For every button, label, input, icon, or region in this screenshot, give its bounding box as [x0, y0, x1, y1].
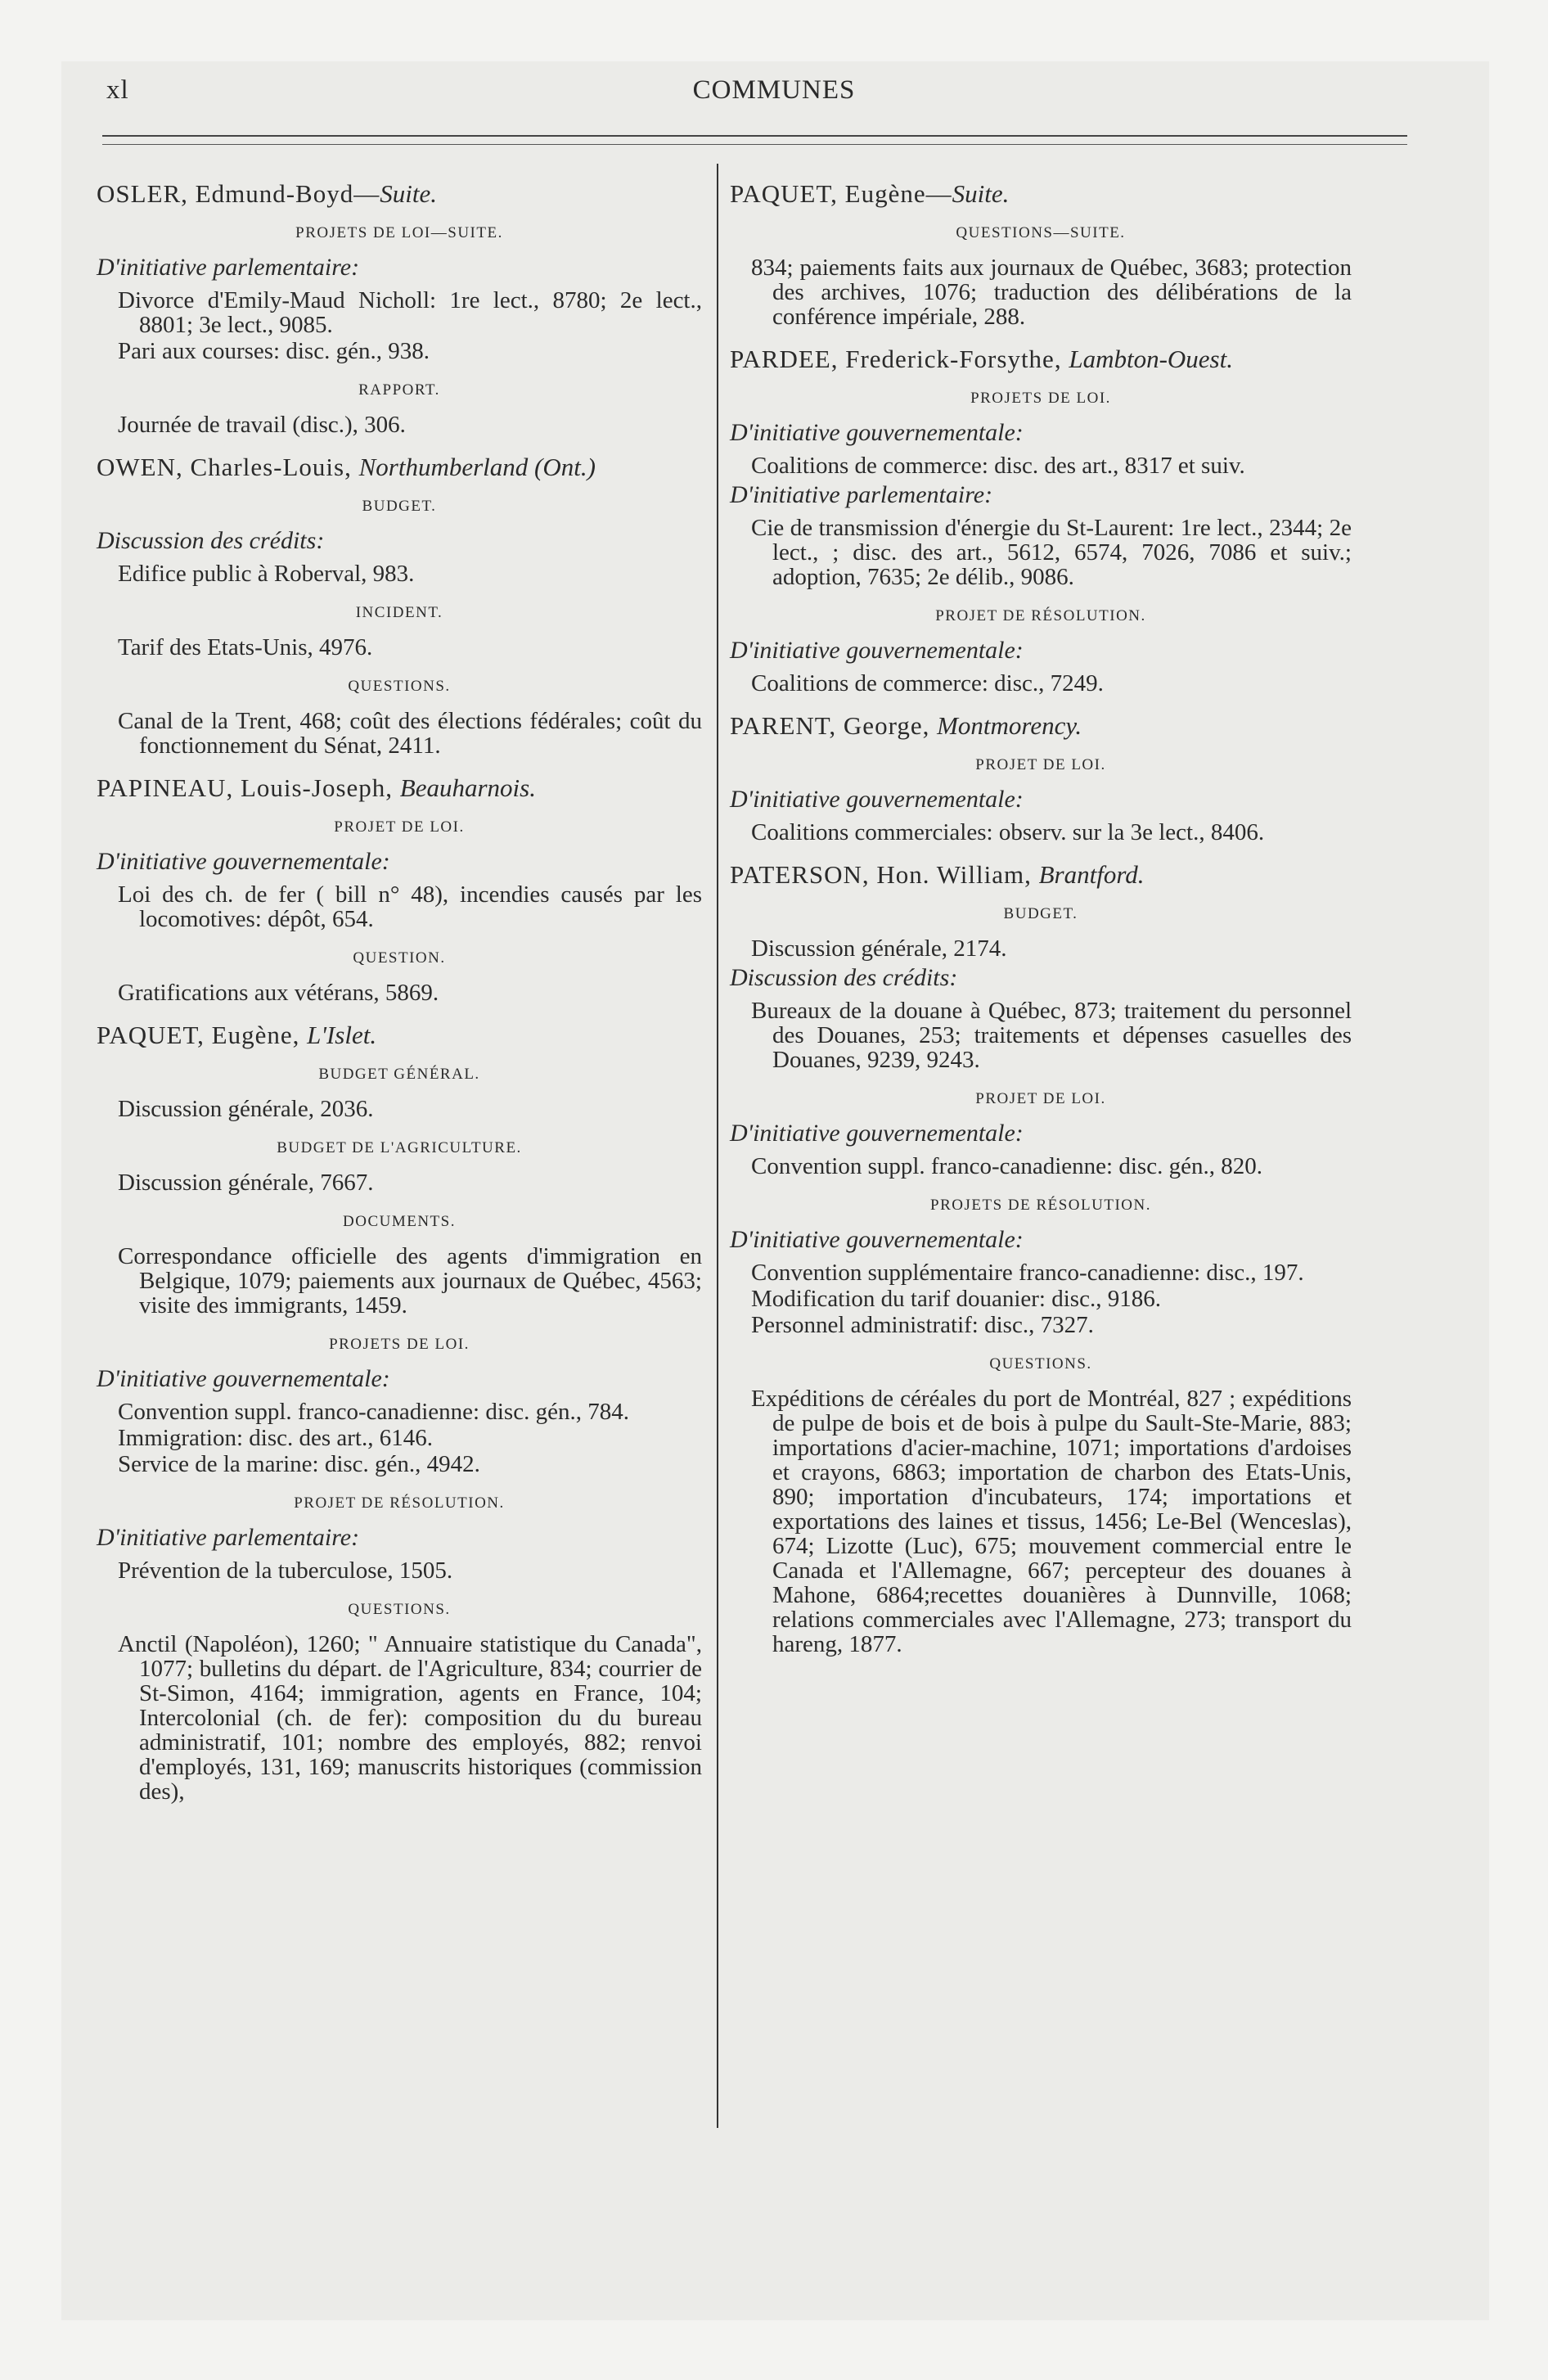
- right-column: [730, 172, 1352, 1658]
- section-heading: PROJETS DE LOI.: [329, 1336, 470, 1353]
- entry-name: PAQUET, Eugène,: [97, 1021, 308, 1049]
- section-heading: BUDGET DE L'AGRICULTURE.: [277, 1139, 522, 1156]
- entry-suite: Suite.: [952, 179, 1010, 208]
- entry-papineau: [97, 773, 702, 802]
- section-heading: PROJETS DE LOI—SUITE.: [295, 224, 503, 241]
- index-item: Discussion générale, 7667.: [118, 1170, 374, 1196]
- section-heading: QUESTIONS—SUITE.: [956, 224, 1126, 241]
- index-item: Canal de la Trent, 468; coût des élections fédérales; coût du fonctionnement du Sénat, 2411.: [118, 708, 702, 759]
- index-item: Journée de travail (disc.), 306.: [118, 412, 406, 438]
- category-label: Discussion des crédits:: [730, 964, 958, 991]
- entry-riding: Beauharnois.: [399, 773, 536, 802]
- section-heading: PROJET DE LOI.: [975, 1090, 1106, 1107]
- section-heading: BUDGET GÉNÉRAL.: [318, 1066, 480, 1083]
- index-item: Pari aux courses: disc. gén., 938.: [118, 338, 430, 364]
- entry-paquet-suite: [730, 179, 1352, 208]
- section-heading: PROJETS DE RÉSOLUTION.: [930, 1197, 1151, 1214]
- index-item: Cie de transmission d'énergie du St-Laurent: 1re lect., 2344; 2e lect., ; disc. des art., 5612, 6574, 7026, 7086 et suiv.; adoption, 7635; 2e délib., 9086.: [751, 515, 1352, 590]
- entry-name: OWEN, Charles-Louis,: [97, 453, 359, 481]
- section-heading: QUESTIONS.: [348, 678, 451, 695]
- category-label: D'initiative gouvernementale:: [730, 1120, 1024, 1147]
- category-label: D'initiative gouvernementale:: [730, 637, 1024, 664]
- index-item: Coalitions de commerce: disc. des art., 8317 et suiv.: [751, 453, 1245, 479]
- entry-name: PARENT, George,: [730, 711, 938, 740]
- index-item: Convention supplémentaire franco-canadienne: disc., 197.: [751, 1260, 1304, 1286]
- entry-suite: Suite.: [380, 179, 437, 208]
- category-label: D'initiative parlementaire:: [97, 254, 360, 281]
- index-item: Modification du tarif douanier: disc., 9186.: [751, 1286, 1161, 1312]
- section-heading: RAPPORT.: [358, 381, 440, 399]
- index-item: Tarif des Etats-Unis, 4976.: [118, 634, 373, 660]
- entry-paterson: [730, 860, 1352, 889]
- entry-riding: Montmorency.: [937, 711, 1082, 740]
- index-item: Discussion générale, 2036.: [118, 1096, 374, 1122]
- index-item: Expéditions de céréales du port de Montréal, 827 ; expéditions de pulpe de bois et de bois à pulpe du Sault-Ste-Marie, 883; importations d'acier-machine, 1071; importations d'ardoises et crayons, 6863; importation de charbon des Etats-Unis, 890; importation d'incubateurs, 174; importations et exportations des laines et tissus, 1456; Le-Bel (Wenceslas), 674; Lizotte (Luc), 675; mouvement commercial entre le Canada et l'Allemagne, 667; percepteur des douanes à Mahone, 6864;recettes douanières à Dunnville, 1068; relations commerciales avec l'Allemagne, 273; transport du hareng, 1877.: [751, 1386, 1352, 1657]
- entry-paquet: [97, 1023, 702, 1048]
- index-item: Edifice public à Roberval, 983.: [118, 561, 415, 587]
- column-divider: [717, 164, 718, 2128]
- category-label: Discussion des crédits:: [97, 527, 325, 554]
- category-label: D'initiative gouvernementale:: [97, 848, 390, 875]
- section-heading: QUESTION.: [353, 949, 446, 967]
- entry-riding: L'Islet.: [307, 1021, 377, 1049]
- section-heading: DOCUMENTS.: [343, 1213, 456, 1230]
- category-label: D'initiative gouvernementale:: [730, 786, 1024, 813]
- category-label: D'initiative parlementaire:: [97, 1524, 360, 1551]
- entry-osler: [97, 179, 702, 208]
- index-item: Prévention de la tuberculose, 1505.: [118, 1557, 453, 1584]
- left-column: [97, 172, 702, 1805]
- section-heading: QUESTIONS.: [348, 1601, 451, 1618]
- entry-riding: Brantford.: [1038, 860, 1145, 889]
- section-heading: BUDGET.: [362, 498, 437, 515]
- category-label: D'initiative gouvernementale:: [97, 1365, 390, 1392]
- index-item: Convention suppl. franco-canadienne: disc. gén., 784.: [118, 1399, 629, 1425]
- entry-parent: [730, 711, 1352, 740]
- section-heading: BUDGET.: [1003, 905, 1078, 922]
- entry-pardee: [730, 347, 1352, 372]
- section-heading: PROJET DE LOI.: [975, 756, 1106, 773]
- index-item: Discussion générale, 2174.: [751, 935, 1007, 962]
- entry-owen: [97, 455, 702, 480]
- index-item: Coalitions commerciales: observ. sur la 3e lect., 8406.: [751, 819, 1265, 845]
- index-item: Personnel administratif: disc., 7327.: [751, 1312, 1094, 1338]
- category-label: D'initiative gouvernementale:: [730, 1226, 1024, 1253]
- entry-name: PAQUET, Eugène—: [730, 179, 952, 208]
- entry-name: PATERSON, Hon. William,: [730, 860, 1039, 889]
- index-item: Anctil (Napoléon), 1260; " Annuaire statistique du Canada", 1077; bulletins du départ. de l'Agriculture, 834; courrier de St-Simon, 4164; immigration, agents en France, 104; Intercolonial (ch. de fer): composition du du bureau administratif, 101; nombre des employés, 882; renvoi d'employés, 131, 169; manuscrits historiques (commission des),: [118, 1631, 702, 1805]
- section-heading: PROJET DE RÉSOLUTION.: [294, 1494, 505, 1512]
- index-item: Bureaux de la douane à Québec, 873; traitement du personnel des Douanes, 253; traitements et dépenses casuelles des Douanes, 9239, 9243.: [751, 998, 1352, 1073]
- index-item: Coalitions de commerce: disc., 7249.: [751, 670, 1104, 696]
- page-title: COMMUNES: [692, 75, 856, 105]
- section-heading: QUESTIONS.: [989, 1355, 1092, 1373]
- index-item: Gratifications aux vétérans, 5869.: [118, 980, 439, 1006]
- index-item: Divorce d'Emily-Maud Nicholl: 1re lect., 8780; 2e lect., 8801; 3e lect., 9085.: [118, 287, 702, 338]
- entry-name: PAPINEAU, Louis-Joseph,: [97, 773, 400, 802]
- entry-name: OSLER, Edmund-Boyd—: [97, 179, 380, 208]
- index-item: Convention suppl. franco-canadienne: disc. gén., 820.: [751, 1153, 1262, 1179]
- index-item: Service de la marine: disc. gén., 4942.: [118, 1451, 480, 1477]
- header-rule: [102, 135, 1407, 137]
- index-item: Loi des ch. de fer ( bill n° 48), incendies causés par les locomotives: dépôt, 654.: [118, 881, 702, 932]
- section-heading: PROJET DE RÉSOLUTION.: [935, 607, 1146, 624]
- category-label: D'initiative gouvernementale:: [730, 419, 1024, 446]
- entry-riding: Northumberland (Ont.): [358, 453, 596, 481]
- section-heading: PROJETS DE LOI.: [970, 390, 1111, 407]
- section-heading: PROJET DE LOI.: [334, 818, 465, 836]
- page-number: xl: [106, 75, 129, 105]
- index-item: 834; paiements faits aux journaux de Québec, 3683; protection des archives, 1076; traduction des délibérations de la conférence impériale, 288.: [751, 255, 1352, 330]
- index-item: Immigration: disc. des art., 6146.: [118, 1425, 433, 1451]
- index-item: Correspondance officielle des agents d'immigration en Belgique, 1079; paiements aux journaux de Québec, 4563; visite des immigrants, 1459.: [118, 1243, 702, 1318]
- header-rule-thin: [102, 144, 1407, 145]
- entry-riding: Lambton-Ouest.: [1069, 345, 1233, 373]
- entry-name: PARDEE, Frederick-Forsythe,: [730, 345, 1069, 373]
- category-label: D'initiative parlementaire:: [730, 481, 993, 508]
- section-heading: INCIDENT.: [355, 604, 443, 621]
